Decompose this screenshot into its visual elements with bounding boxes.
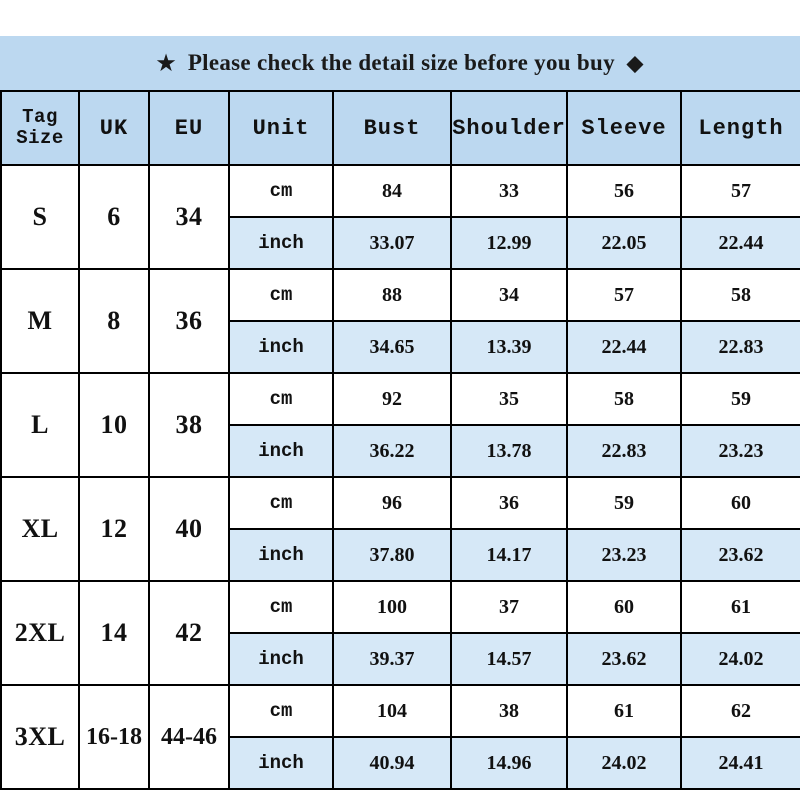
cell-bust-cm: 84 (333, 165, 451, 217)
cell-tag-size: XL (1, 477, 79, 581)
diamond-icon: ◆ (626, 50, 644, 75)
cell-shoulder-cm: 34 (451, 269, 567, 321)
cell-bust-cm: 88 (333, 269, 451, 321)
cell-sleeve-inch: 22.44 (567, 321, 681, 373)
tag-size-line-2: Size (16, 127, 64, 149)
cell-sleeve-cm: 61 (567, 685, 681, 737)
cell-unit-cm: cm (229, 269, 333, 321)
cell-eu: 44-46 (149, 685, 229, 789)
cell-shoulder-inch: 14.96 (451, 737, 567, 789)
cell-bust-inch: 33.07 (333, 217, 451, 269)
cell-tag-size: L (1, 373, 79, 477)
cell-length-cm: 60 (681, 477, 800, 529)
cell-eu: 42 (149, 581, 229, 685)
cell-tag-size: M (1, 269, 79, 373)
cell-unit-cm: cm (229, 165, 333, 217)
cell-unit-inch: inch (229, 425, 333, 477)
cell-sleeve-inch: 23.62 (567, 633, 681, 685)
cell-shoulder-cm: 33 (451, 165, 567, 217)
cell-eu: 38 (149, 373, 229, 477)
cell-uk: 6 (79, 165, 149, 269)
table-row (1, 269, 800, 321)
cell-unit-inch: inch (229, 633, 333, 685)
table-row (1, 373, 800, 425)
cell-length-inch: 23.23 (681, 425, 800, 477)
column-header-tag-size (1, 91, 79, 165)
cell-sleeve-cm: 60 (567, 581, 681, 633)
cell-length-cm: 57 (681, 165, 800, 217)
cell-tag-size: 2XL (1, 581, 79, 685)
cell-shoulder-inch: 14.57 (451, 633, 567, 685)
cell-shoulder-cm: 35 (451, 373, 567, 425)
cell-unit-cm: cm (229, 685, 333, 737)
cell-bust-cm: 92 (333, 373, 451, 425)
column-header-sleeve: Sleeve (567, 91, 681, 165)
cell-eu: 34 (149, 165, 229, 269)
cell-uk: 10 (79, 373, 149, 477)
cell-uk: 14 (79, 581, 149, 685)
cell-unit-cm: cm (229, 581, 333, 633)
cell-sleeve-inch: 23.23 (567, 529, 681, 581)
cell-bust-inch: 40.94 (333, 737, 451, 789)
cell-sleeve-cm: 57 (567, 269, 681, 321)
cell-eu: 40 (149, 477, 229, 581)
cell-bust-inch: 34.65 (333, 321, 451, 373)
cell-length-cm: 59 (681, 373, 800, 425)
cell-length-inch: 24.02 (681, 633, 800, 685)
cell-sleeve-inch: 22.05 (567, 217, 681, 269)
cell-tag-size: 3XL (1, 685, 79, 789)
column-header-bust: Bust (333, 91, 451, 165)
table-row (1, 685, 800, 737)
cell-length-cm: 62 (681, 685, 800, 737)
size-chart-table (0, 90, 800, 790)
cell-length-cm: 61 (681, 581, 800, 633)
cell-uk: 16-18 (79, 685, 149, 789)
cell-shoulder-cm: 37 (451, 581, 567, 633)
column-header-unit: Unit (229, 91, 333, 165)
cell-uk: 8 (79, 269, 149, 373)
cell-bust-inch: 36.22 (333, 425, 451, 477)
table-body (1, 165, 800, 789)
cell-length-inch: 23.62 (681, 529, 800, 581)
tag-size-line-1: Tag (22, 106, 58, 129)
notice-banner (0, 36, 800, 90)
cell-bust-cm: 100 (333, 581, 451, 633)
table-header-row (1, 91, 800, 165)
cell-unit-cm: cm (229, 477, 333, 529)
cell-eu: 36 (149, 269, 229, 373)
cell-unit-cm: cm (229, 373, 333, 425)
cell-shoulder-inch: 12.99 (451, 217, 567, 269)
cell-length-inch: 22.44 (681, 217, 800, 269)
cell-bust-inch: 37.80 (333, 529, 451, 581)
cell-sleeve-inch: 22.83 (567, 425, 681, 477)
cell-tag-size: S (1, 165, 79, 269)
column-header-length: Length (681, 91, 800, 165)
star-icon: ★ (156, 50, 176, 75)
column-header-eu: EU (149, 91, 229, 165)
cell-shoulder-inch: 13.78 (451, 425, 567, 477)
cell-unit-inch: inch (229, 529, 333, 581)
table-header (1, 91, 800, 165)
cell-unit-inch: inch (229, 321, 333, 373)
cell-shoulder-inch: 14.17 (451, 529, 567, 581)
cell-shoulder-cm: 38 (451, 685, 567, 737)
table-row (1, 477, 800, 529)
table-row (1, 581, 800, 633)
cell-shoulder-inch: 13.39 (451, 321, 567, 373)
cell-bust-cm: 104 (333, 685, 451, 737)
cell-unit-inch: inch (229, 737, 333, 789)
table-row (1, 165, 800, 217)
column-header-shoulder: Shoulder (451, 91, 567, 165)
cell-sleeve-cm: 56 (567, 165, 681, 217)
cell-sleeve-cm: 59 (567, 477, 681, 529)
cell-bust-cm: 96 (333, 477, 451, 529)
cell-shoulder-cm: 36 (451, 477, 567, 529)
cell-length-inch: 22.83 (681, 321, 800, 373)
column-header-uk: UK (79, 91, 149, 165)
cell-sleeve-inch: 24.02 (567, 737, 681, 789)
cell-length-inch: 24.41 (681, 737, 800, 789)
cell-uk: 12 (79, 477, 149, 581)
cell-sleeve-cm: 58 (567, 373, 681, 425)
cell-bust-inch: 39.37 (333, 633, 451, 685)
notice-banner-content (157, 50, 644, 76)
cell-length-cm: 58 (681, 269, 800, 321)
cell-unit-inch: inch (229, 217, 333, 269)
notice-banner-text: Please check the detail size before you buy (187, 50, 615, 75)
